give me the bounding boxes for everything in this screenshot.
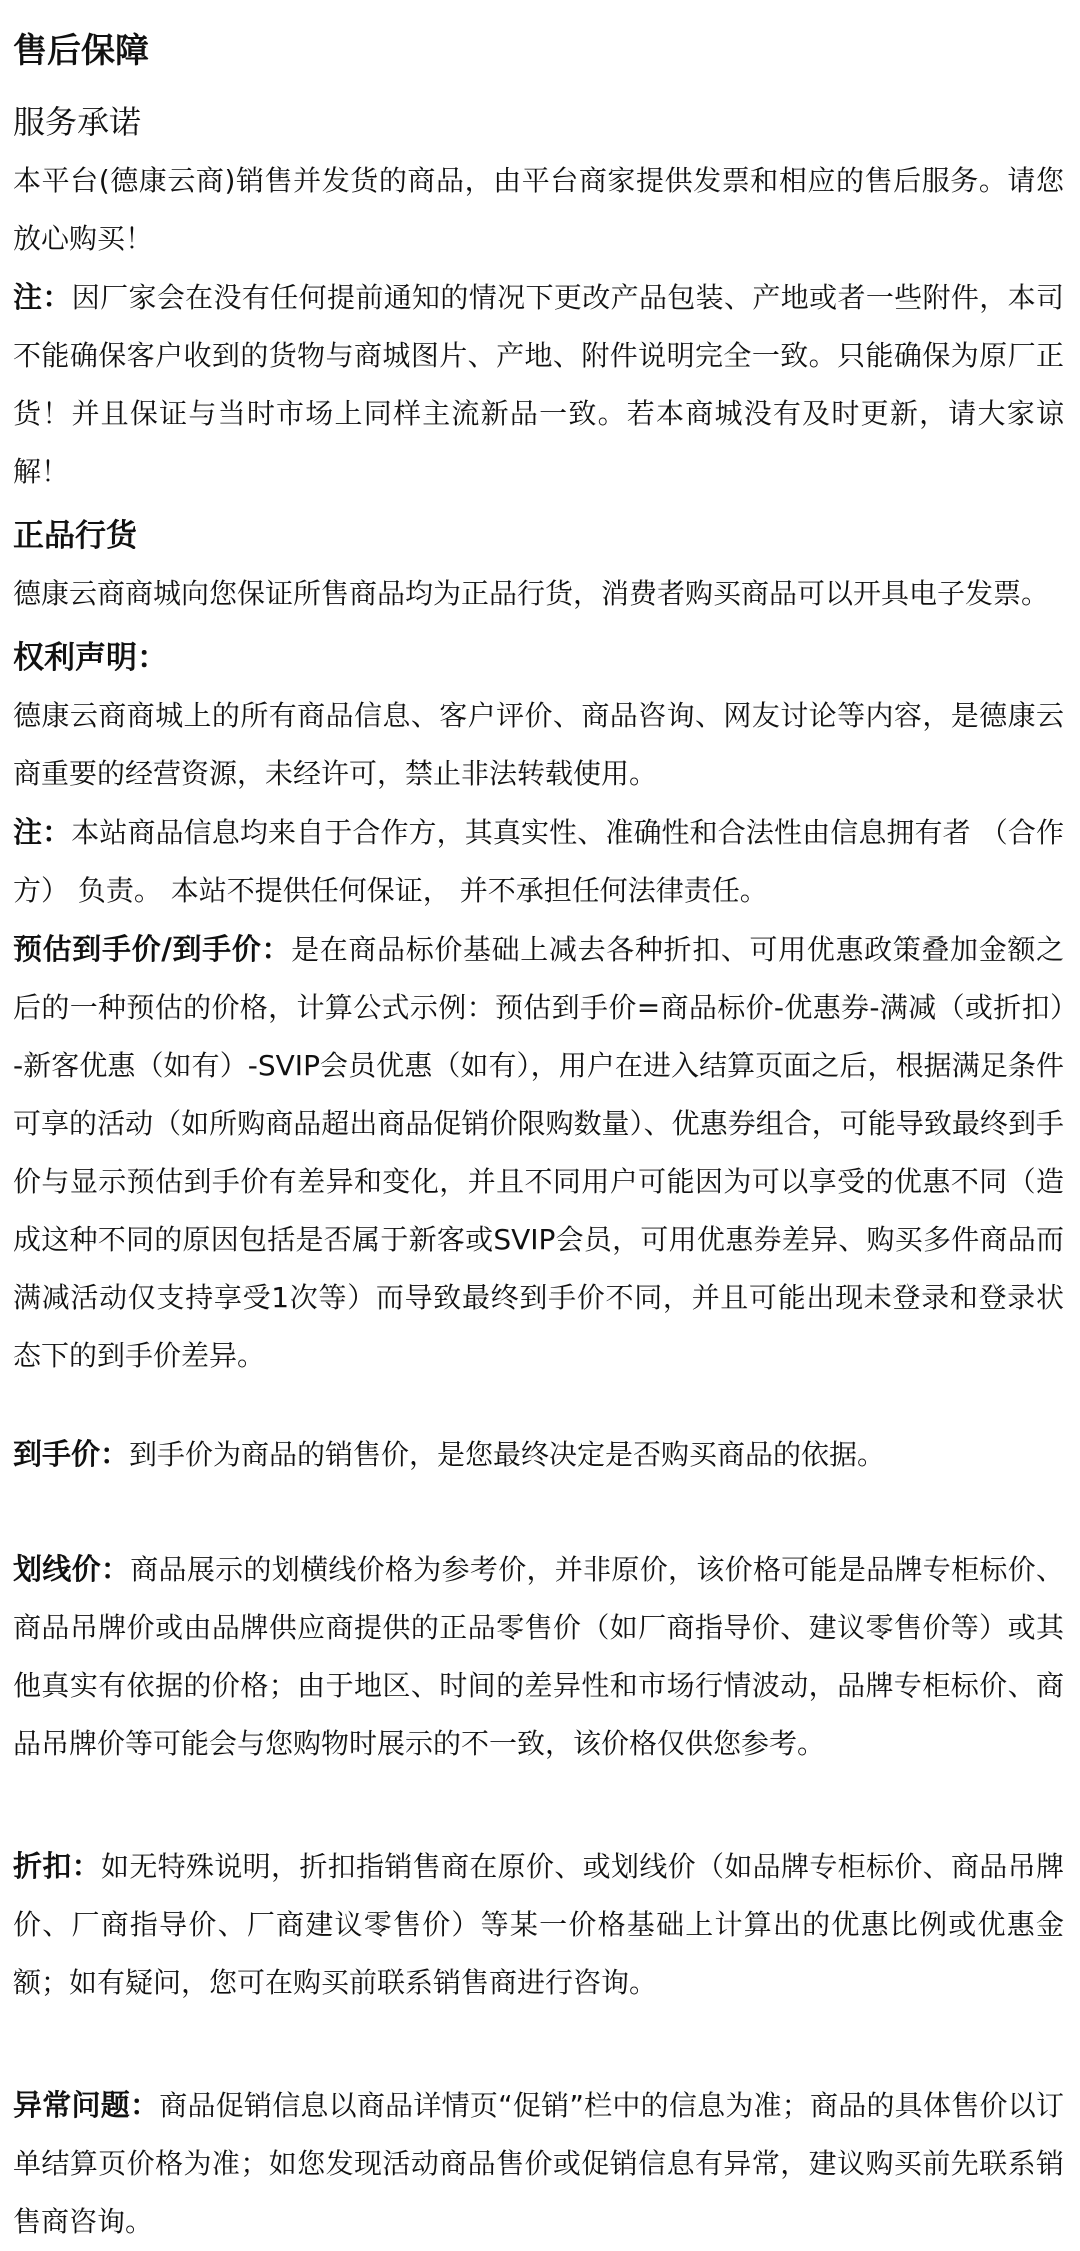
- abnormal-label: 异常问题：: [13, 2088, 160, 2122]
- discount-text: 如无特殊说明，折扣指销售商在原价、或划线价（如品牌专柜标价、商品吊牌价、厂商指导价、厂商建议零售价）等某一价格基础上计算出的优惠比例或优惠金额；如有疑问，您可在购买前联系销售商进行咨询。: [13, 1850, 1064, 1999]
- final-price-label: 到手价：: [13, 1437, 130, 1471]
- estimate-price-label: 预估到手价/到手价：: [13, 932, 292, 966]
- strike-price-section: [13, 1540, 1064, 1773]
- spacer: [13, 1484, 1064, 1540]
- service-note-label: 注：: [13, 280, 72, 314]
- genuine-text: 德康云商商城向您保证所售商品均为正品行货，消费者购买商品可以开具电子发票。: [13, 577, 1050, 610]
- genuine-heading: 正品行货: [13, 518, 137, 554]
- rights-note-label: 注：: [13, 815, 72, 849]
- estimate-price-section: [13, 920, 1064, 1385]
- rights-heading: 权利声明：: [13, 640, 168, 676]
- service-text: 本平台(德康云商)销售并发货的商品，由平台商家提供发票和相应的售后服务。请您放心购买！: [13, 164, 1064, 255]
- spacer: [13, 1773, 1064, 1837]
- abnormal-text: 商品促销信息以商品详情页“促销”栏中的信息为准；商品的具体售价以订单结算页价格为准；如您发现活动商品售价或促销信息有异常，建议购买前先联系销售商咨询。: [13, 2089, 1064, 2238]
- service-note: [13, 268, 1064, 501]
- spacer: [13, 1385, 1064, 1425]
- spacer: [13, 2012, 1064, 2076]
- page-title: 售后保障: [13, 31, 149, 71]
- discount-label: 折扣：: [13, 1849, 101, 1883]
- service-note-text: 因厂家会在没有任何提前通知的情况下更改产品包装、产地或者一些附件，本司不能确保客户收到的货物与商城图片、产地、附件说明完全一致。只能确保为原厂正货！并且保证与当时市场上同样主流新品一致。若本商城没有及时更新，请大家谅解！: [13, 281, 1064, 488]
- discount-section: [13, 1837, 1064, 2012]
- rights-text: 德康云商商城上的所有商品信息、客户评价、商品咨询、网友讨论等内容，是德康云商重要的经营资源，未经许可，禁止非法转载使用。: [13, 699, 1064, 790]
- final-price-text: 到手价为商品的销售价，是您最终决定是否购买商品的依据。: [129, 1438, 886, 1471]
- estimate-price-text: 是在商品标价基础上减去各种折扣、可用优惠政策叠加金额之后的一种预估的价格，计算公式示例：预估到手价=商品标价-优惠券-满减（或折扣）-新客优惠（如有）-SVIP会员优惠（如有），用户在进入结算页面之后，根据满足条件可享的活动（如所购商品超出商品促销价限购数量）、优惠券组合，可能导致最终到手价与显示预估到手价有差异和变化，并且不同用户可能因为可以享受的优惠不同（造成这种不同的原因包括是否属于新客或SVIP会员，可用优惠券差异、购买多件商品而满减活动仅支持享受1次等）而导致最终到手价不同，并且可能出现未登录和登录状态下的到手价差异。: [13, 933, 1064, 1372]
- service-heading: 服务承诺: [13, 103, 142, 141]
- rights-note-text: 本站商品信息均来自于合作方，其真实性、准确性和合法性由信息拥有者 （合作方） 负责。 本站不提供任何保证， 并不承担任何法律责任。: [13, 816, 1064, 907]
- final-price-section: [13, 1425, 1064, 1484]
- rights-note: [13, 803, 1064, 920]
- strike-price-text: 商品展示的划横线价格为参考价，并非原价，该价格可能是品牌专柜标价、商品吊牌价或由品牌供应商提供的正品零售价（如厂商指导价、建议零售价等）或其他真实有依据的价格；由于地区、时间的差异性和市场行情波动，品牌专柜标价、商品吊牌价等可能会与您购物时展示的不一致，该价格仅供您参考。: [13, 1553, 1064, 1760]
- abnormal-section: [13, 2076, 1064, 2251]
- strike-price-label: 划线价：: [13, 1552, 131, 1586]
